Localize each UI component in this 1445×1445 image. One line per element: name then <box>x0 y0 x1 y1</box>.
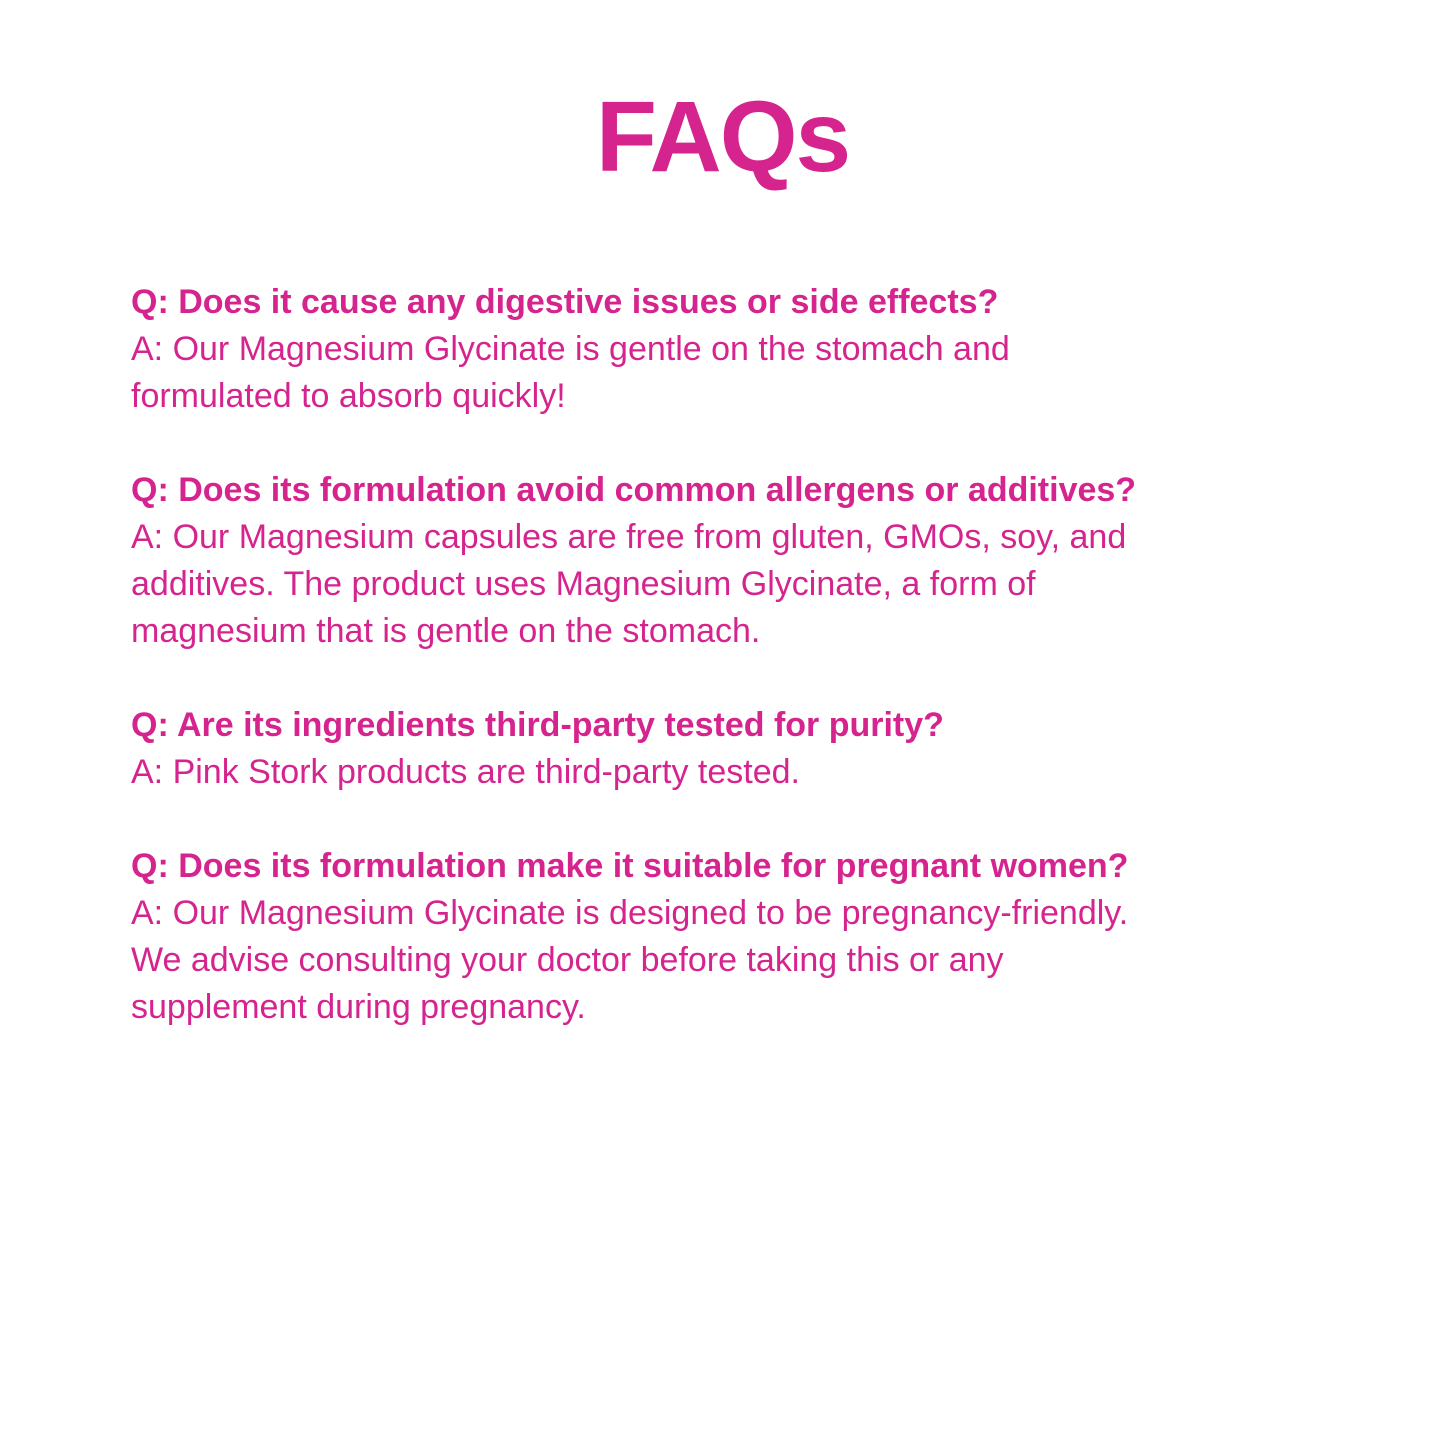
faq-answer-line: A: Our Magnesium Glycinate is designed to be pregnancy-friendly. <box>131 894 1129 932</box>
faq-answer <box>131 326 1331 420</box>
faq-answer-line: formulated to absorb quickly! <box>131 377 566 415</box>
faq-answer-line: additives. The product uses Magnesium Glycinate, a form of <box>131 565 1036 603</box>
faq-question: Q: Does its formulation make it suitable for pregnant women? <box>131 847 1129 885</box>
faq-answer <box>131 514 1331 655</box>
faq-answer-line: A: Pink Stork products are third-party tested. <box>131 753 800 791</box>
faq-answer-line: A: Our Magnesium capsules are free from gluten, GMOs, soy, and <box>131 518 1127 556</box>
faq-item <box>131 843 1331 1031</box>
faq-answer <box>131 890 1331 1031</box>
faq-question: Q: Does it cause any digestive issues or side effects? <box>131 283 999 321</box>
faq-answer <box>131 749 1331 796</box>
faq-question: Q: Are its ingredients third-party tested for purity? <box>131 706 944 744</box>
faq-answer-line: supplement during pregnancy. <box>131 988 586 1026</box>
faq-answer-line: magnesium that is gentle on the stomach. <box>131 612 761 650</box>
faq-item <box>131 279 1331 420</box>
faq-answer-line: We advise consulting your doctor before taking this or any <box>131 941 1004 979</box>
faq-answer-line: A: Our Magnesium Glycinate is gentle on the stomach and <box>131 330 1010 368</box>
faq-item <box>131 702 1331 796</box>
faq-question: Q: Does its formulation avoid common allergens or additives? <box>131 471 1137 509</box>
faq-list <box>131 279 1331 1078</box>
faq-item <box>131 467 1331 655</box>
page-title: FAQs <box>595 81 850 193</box>
